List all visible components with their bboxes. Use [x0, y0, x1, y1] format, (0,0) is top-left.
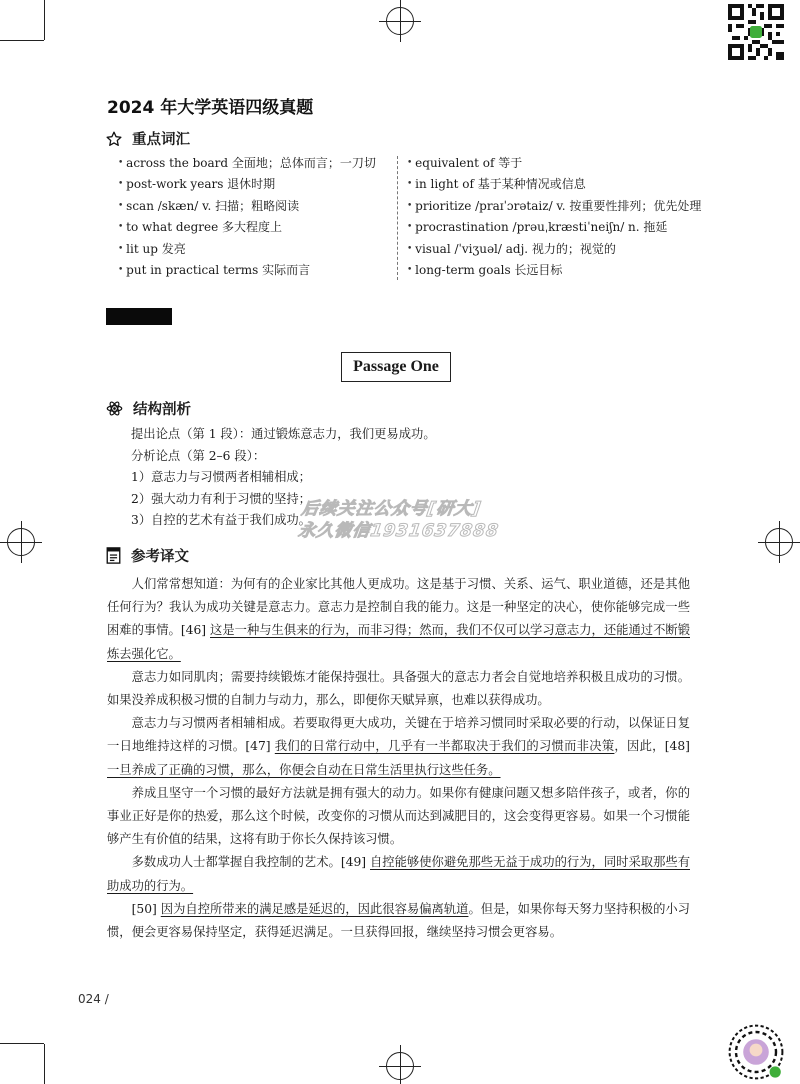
structure-heading-label: 结构剖析: [133, 402, 191, 418]
vocab-item: • put in practical terms 实际而言: [118, 260, 376, 281]
paragraph: [107, 851, 690, 897]
vocab-item: • in light of 基于某种情况或信息: [407, 174, 701, 195]
crop-mark: [0, 40, 44, 41]
analysis-line: 提出论点（第 1 段）：通过锻炼意志力，我们更易成功。: [131, 427, 436, 441]
paragraph: [107, 712, 690, 782]
page-title: 2024 年大学英语四级真题: [107, 98, 314, 118]
vocab-heading: [106, 128, 190, 149]
analysis-line: 3）自控的艺术有益于我们成功。: [131, 513, 311, 528]
paragraph-text: 意志力如同肌肉；需要持续锻炼才能保持强壮。具备强大的意志力者会自觉地培养积极且成功的习惯。如果没养成积极习惯的自制力与动力，那么，即便你天赋异禀，也难以获得成功。: [107, 669, 690, 708]
registration-mark: [765, 528, 793, 556]
page-number: 024 /: [78, 992, 109, 1006]
vocab-heading-label: 重点词汇: [132, 132, 190, 148]
paragraph: [107, 782, 690, 852]
vocab-item: • to what degree 多大程度上: [118, 217, 376, 238]
underlined-answer: 一旦养成了正确的习惯，那么，你便会自动在日常生活里执行这些任务。: [107, 762, 501, 777]
paragraph-text: 人们常常想知道：为何有的企业家比其他人更成功。这是基于习惯、关系、运气、职业道德，还是其他任何行为？我认为成功关键是意志力。意志力是控制自我的能力。这是一种坚定的决心，使你能够完成一些困难的事情。[46]: [107, 577, 690, 638]
redaction-bar: [106, 308, 172, 325]
watermark-line: 后续关注公众号[研大]: [300, 499, 483, 519]
watermark-line: 永久微信19316378​88: [297, 521, 501, 541]
crop-mark: [0, 1043, 44, 1044]
document-icon: [106, 547, 121, 564]
crop-mark: [44, 1044, 45, 1084]
mini-program-code-icon: [728, 1024, 784, 1080]
translation-heading-label: 参考译文: [131, 549, 189, 565]
vocab-item: • post-work years 退休时期: [118, 174, 376, 195]
paragraph: [107, 666, 690, 712]
column-divider: [397, 156, 398, 280]
vocab-item: • long-term goals 长远目标: [407, 260, 701, 281]
crop-mark: [44, 0, 45, 40]
vocab-item: • scan /skæn/ v. 扫描；粗略阅读: [118, 196, 376, 217]
vocab-item: • equivalent of 等于: [407, 153, 701, 174]
passage-label: Passage One: [341, 352, 451, 382]
atom-icon: [106, 400, 123, 417]
translation-heading: [106, 545, 189, 566]
analysis-line: 2）强大动力有利于习惯的坚持；: [131, 491, 311, 506]
underlined-answer: 自控能够使你避免那些无益于成功的行为，同时采取那些有助成功的行为。: [107, 855, 690, 893]
paragraph-text: ，因此，[48]: [614, 739, 690, 754]
vocab-item: • lit up 发亮: [118, 239, 376, 260]
registration-mark: [386, 7, 414, 35]
underlined-answer: 这是一种与生俱来的行为，而非习得；然而，我们不仅可以学习意志力，还能通过不断锻炼去强化它。: [107, 623, 690, 661]
underlined-answer: 因为自控所带来的满足感是延迟的，因此很容易偏离轨道: [160, 901, 469, 916]
star-icon: [106, 131, 122, 147]
vocab-item: • prioritize /praɪˈɔrətaiz/ v. 按重要性排列；优先处理: [407, 196, 701, 217]
paragraph-text: 。但是，如果你每天努力坚持积极的小习惯，便会更容易保持坚定，获得延迟满足。一旦获得回报，继续坚持习惯会更容易。: [107, 901, 690, 940]
qr-code-icon: [728, 4, 784, 60]
analysis-line: 分析论点（第 2–6 段）：: [131, 448, 266, 463]
paragraph: [107, 573, 690, 666]
vocab-list-left: [118, 153, 376, 281]
paragraph: [107, 898, 690, 944]
vocab-item: • visual /ˈviʒuəl/ adj. 视力的；视觉的: [407, 239, 701, 260]
paragraph-text: 养成且坚守一个习惯的最好方法就是拥有强大的动力。如果你有健康问题又想多陪伴孩子，或者，你的事业正好是你的热爱，那么这个时候，改变你的习惯从而达到减肥目的，这会变得更容易。如果一个习惯能够产生有价值的结果，这将有助于你长久保持该习惯。: [107, 785, 690, 847]
registration-mark: [7, 528, 35, 556]
paragraph-text: [50]: [131, 901, 161, 916]
watermark: [297, 498, 503, 542]
vocab-item: • across the board 全面地；总体而言；一刀切: [118, 153, 376, 174]
paragraph-text: 多数成功人士都掌握自我控制的艺术。[49]: [131, 855, 370, 870]
translation-body: [107, 573, 690, 944]
paragraph-text: 意志力与习惯两者相辅相成。若要取得更大成功，关键在于培养习惯同时采取必要的行动，以保证日复一日地维持这样的习惯。[47]: [107, 716, 690, 754]
registration-mark: [386, 1052, 414, 1080]
analysis-line: 1）意志力与习惯两者相辅相成；: [131, 470, 311, 485]
structure-heading: [106, 398, 191, 419]
underlined-answer: 我们的日常行动中，几乎有一半都取决于我们的习惯而非决策: [274, 739, 615, 754]
vocab-item: • procrastination /prəuˌkræstiˈneiʃn/ n. 拖延: [407, 217, 701, 238]
vocab-list-right: [407, 153, 701, 281]
